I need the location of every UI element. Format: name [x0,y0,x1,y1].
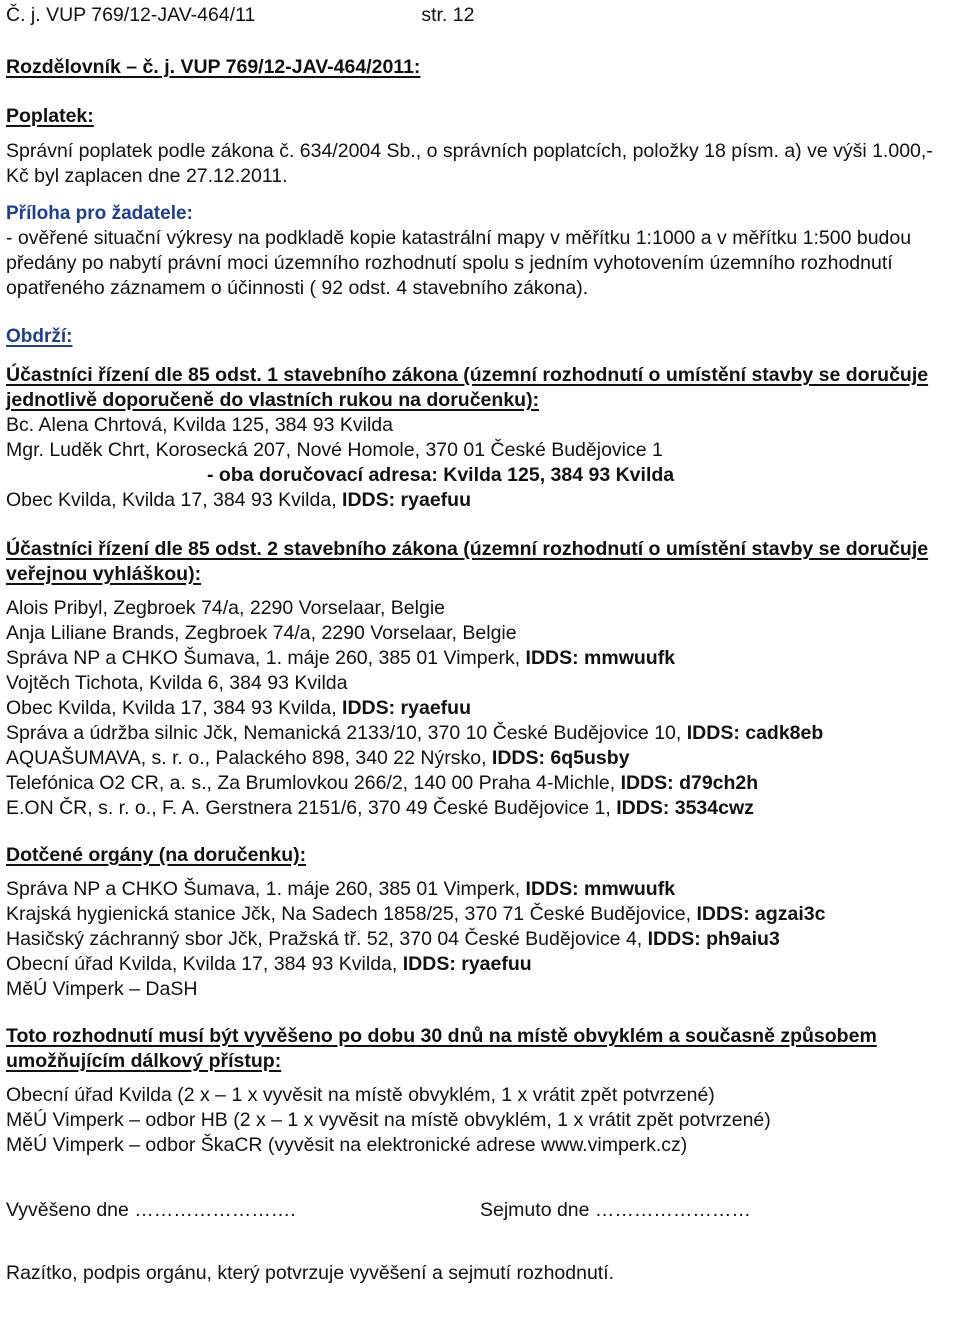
distribution-title: Rozdělovník – č. j. VUP 769/12-JAV-464/2011: [6,56,421,78]
posting-dates [6,1198,956,1223]
page-header [6,3,956,28]
section-heading: Účastníci řízení dle 85 odst. 1 stavebního zákona (územní rozhodnutí o umístění stavby se doručuje jednotlivě doporučeně do vlastních rukou na doručenku): [6,364,929,411]
reference-number: Č. j. VUP 769/12-JAV-464/11 [6,4,256,26]
fee-text: Správní poplatek podle zákona č. 634/2004 Sb., o správních poplatcích, položky 18 písm. a) ve výši 1.000,- Kč byl zaplacen dne 27.12.2011. [6,140,933,187]
section-heading: Účastníci řízení dle 85 odst. 2 stavebního zákona (územní rozhodnutí o umístění stavby se doručuje veřejnou vyhláškou): [6,538,929,585]
list-item: Obec Kvilda, Kvilda 17, 384 93 Kvilda, IDDS: ryaefuu [6,697,471,719]
stamp-signature-note: Razítko, podpis orgánu, který potvrzuje vyvěšení a sejmutí rozhodnutí. [6,1262,615,1284]
list-item: AQUAŠUMAVA, s. r. o., Palackého 898, 340 22 Nýrsko, IDDS: 6q5usby [6,747,630,769]
attachment-heading: Příloha pro žadatele: [6,203,193,224]
recipient-list [6,596,956,821]
list-item: MěÚ Vimperk – DaSH [6,978,198,1000]
list-item: Telefónica O2 CR, a. s., Za Brumlovkou 266/2, 140 00 Praha 4-Michle, IDDS: d79ch2h [6,772,759,794]
list-item: MěÚ Vimperk – odbor HB (2 x – 1 x vyvěsit na místě obvyklém, 1 x vrátit zpět potvrzené) [6,1109,771,1131]
list-item: Hasičský záchranný sbor Jčk, Pražská tř. 52, 370 04 České Budějovice 4, IDDS: ph9aiu3 [6,928,780,950]
list-item: Správa NP a CHKO Šumava, 1. máje 260, 385 01 Vimperk, IDDS: mmwuufk [6,878,676,900]
list-item: Obecní úřad Kvilda, Kvilda 17, 384 93 Kvilda, IDDS: ryaefuu [6,953,532,975]
attachment-text: - ověřené situační výkresy na podkladě kopie katastrální mapy v měřítku 1:1000 a v měřítku 1:500 budou předány po nabytí právní moci územního rozhodnutí spolu s jedním vyhotovením územního rozhodnutí opatřeného záznamem o účinnosti ( 92 odst. 4 stavebního zákona). [6,227,912,299]
list-item: Vojtěch Tichota, Kvilda 6, 384 93 Kvilda [6,672,348,694]
list-item: Krajská hygienická stanice Jčk, Na Sadech 1858/25, 370 71 České Budějovice, IDDS: agzai3c [6,903,826,925]
removed-date-field: Sejmuto dne …………………… [480,1199,751,1221]
list-item: E.ON ČR, s. r. o., F. A. Gerstnera 2151/6, 370 49 České Budějovice 1, IDDS: 3534cwz [6,797,754,819]
section-heading: Toto rozhodnutí musí být vyvěšeno po dobu 30 dnů na místě obvyklém a současně způsobem umožňujícím dálkový přístup: [6,1025,877,1072]
list-item: Správa a údržba silnic Jčk, Nemanická 2133/10, 370 10 České Budějovice 10, IDDS: cadk8eb [6,722,824,744]
list-item: Mgr. Luděk Chrt, Korosecká 207, Nové Homole, 370 01 České Budějovice 1 [6,439,663,461]
section-public-notice [6,1024,956,1158]
list-item: Správa NP a CHKO Šumava, 1. máje 260, 385 01 Vimperk, IDDS: mmwuufk [6,647,676,669]
idds-code: IDDS: ryaefuu [342,489,471,511]
section-concerned-authorities [6,843,956,1002]
section-heading: Dotčené orgány (na doručenku): [6,844,307,866]
section-participants-85-1 [6,363,956,513]
list-item: Obecní úřad Kvilda (2 x – 1 x vyvěsit na místě obvyklém, 1 x vrátit zpět potvrzené) [6,1084,715,1106]
recipients-heading: Obdrží: [6,326,73,347]
list-item: Obec Kvilda, Kvilda 17, 384 93 Kvilda, IDDS: ryaefuu [6,489,471,511]
recipient-list [6,877,956,1002]
fee-heading: Poplatek: [6,105,94,127]
list-item: MěÚ Vimperk – odbor ŠkaCR (vyvěsit na elektronické adrese www.vimperk.cz) [6,1134,688,1156]
page-number: str. 12 [421,4,475,26]
recipient-list [6,1083,956,1158]
section-participants-85-2 [6,537,956,821]
list-item: Bc. Alena Chrtová, Kvilda 125, 384 93 Kvilda [6,414,393,436]
list-item: Alois Pribyl, Zegbroek 74/a, 2290 Vorselaar, Belgie [6,597,446,619]
document-page [6,3,956,1286]
delivery-address-note: - oba doručovací adresa: Kvilda 125, 384 93 Kvilda [207,464,675,486]
list-item: Anja Liliane Brands, Zegbroek 74/a, 2290 Vorselaar, Belgie [6,622,517,644]
posted-date-field: Vyvěšeno dne ……………………. [6,1199,296,1221]
